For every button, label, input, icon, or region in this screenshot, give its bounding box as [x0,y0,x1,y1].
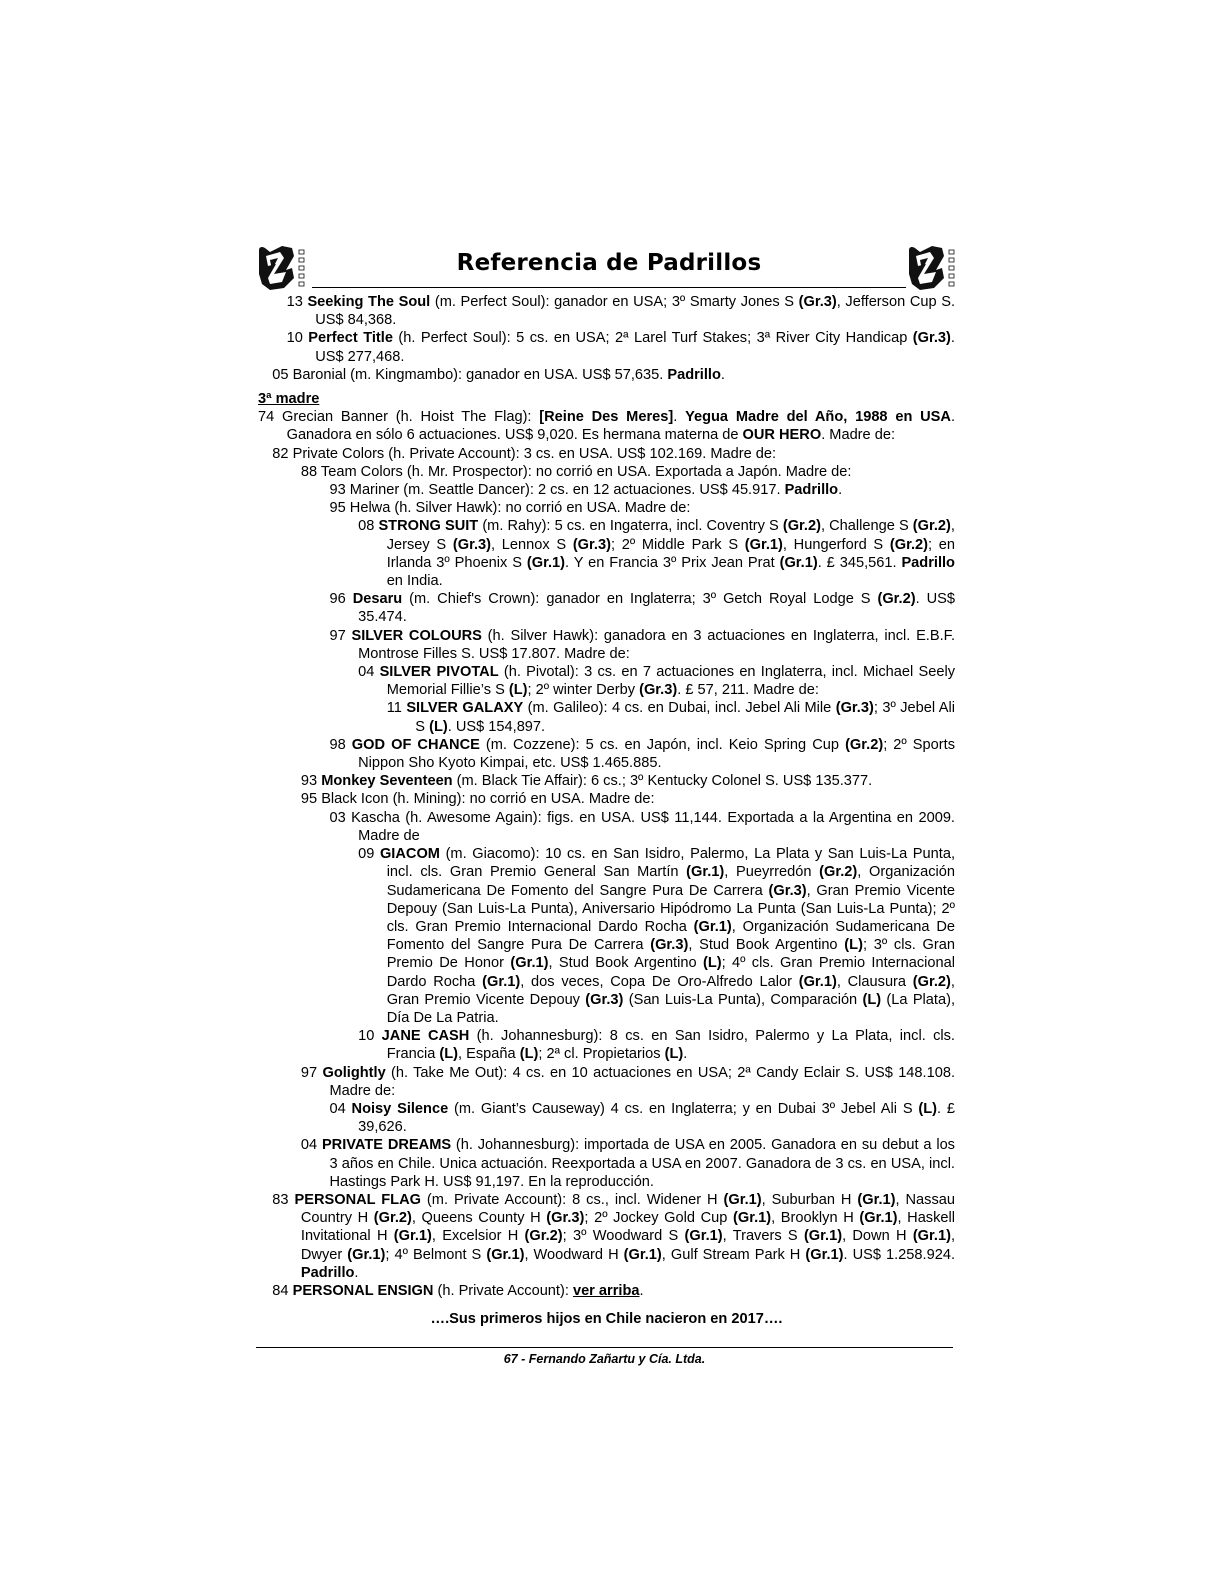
bold-text: (Gr.1) [347,1246,386,1263]
entry-text: ; 2º winter Derby [527,682,640,699]
pedigree-entry [258,627,955,663]
entry-text: (h. Silver Hawk): ganadora en 3 actuaciones en Inglaterra, incl. E.B.F. Montrose Filles S. US$ 17.807. Madre de: [358,627,956,662]
bold-text: Perfect Title [308,330,393,347]
entry-text: , Queens County H [411,1210,547,1227]
pedigree-entry [258,517,955,590]
entry-text: . [354,1264,359,1281]
bold-text: (Gr.1) [805,1246,844,1263]
bold-text: (Gr.3) [572,536,611,553]
entry-text: 93 [300,773,322,790]
bold-text: (L) [702,955,722,972]
pedigree-entry [258,590,955,626]
entry-text: , Nassau Country H [300,1191,955,1227]
continued-entries [258,293,955,384]
entry-text: . [673,409,686,426]
bold-text: STRONG SUIT [378,518,479,535]
pedigree-entry [258,772,955,790]
entry-text: 82 Private Colors (h. Private Account): 3 cs. en USA. US$ 102.169. Madre de: [272,445,777,462]
entry-text: 96 [329,591,353,608]
entry-text: (h. Take Me Out): 4 cs. en 10 actuaciones en USA; 2ª Candy Eclair S. US$ 148.108. Madre de: [329,1064,955,1099]
entry-text: 04 [329,1100,352,1117]
entry-text: , Brooklyn H [771,1210,860,1227]
stud-logo-icon [906,244,964,292]
bold-text: Desaru [352,591,403,608]
pedigree-entry [258,809,955,845]
bold-text: (Gr.1) [686,864,725,881]
entry-text: , Suburban H [761,1191,858,1208]
bold-text: SILVER GALAXY [406,700,524,717]
bold-text: (Gr.1) [510,955,549,972]
bold-text: (Gr.1) [623,1246,662,1263]
entry-text: (h. Private Account): [433,1282,573,1299]
entry-text: 98 [329,736,352,753]
bold-text: Golightly [322,1064,386,1081]
entry-text: . £ 39,626. [358,1100,955,1136]
bold-text: (Gr.1) [859,1210,898,1227]
bold-text: PERSONAL ENSIGN [292,1282,434,1299]
entry-text: (m. Chief's Crown): ganador en Inglaterra; 3º Getch Royal Lodge S [402,591,878,608]
entry-text: 97 [329,627,352,644]
entry-text: ; 2º Sports Nippon Sho Kyoto Kimpai, etc. US$ 1.465.885. [358,736,955,772]
bold-text: (Gr.3) [639,682,678,699]
bold-text: (Gr.1) [693,918,732,935]
bold-text: (Gr.2) [889,536,928,553]
entry-text: , Stud Book Argentino [548,955,703,972]
bold-text: (Gr.1) [779,554,818,571]
pedigree-entry [258,1100,955,1136]
entry-text: . Ganadora en sólo 6 actuaciones. US$ 9,020. Es hermana materna de [286,409,956,444]
entry-text: 10 [358,1028,382,1045]
header-rule [312,287,906,288]
bold-text: (Gr.1) [482,973,521,990]
entry-text: (m. Giacomo): 10 cs. en San Isidro, Palermo, La Plata y San Luis-La Punta, incl. cls. Gran Premio General San Martín [386,846,955,881]
bold-text: (Gr.3) [768,882,807,899]
pedigree-entry [258,293,955,329]
bold-text: (L) [918,1100,938,1117]
entry-text: , dos veces, Copa De Oro-Alfredo Lalor [520,973,799,990]
pedigree-entry [258,1136,955,1191]
bold-text: (L) [519,1046,539,1063]
bold-text: (Gr.3) [798,294,837,310]
entry-text: (h. Perfect Soul): 5 cs. en USA; 2ª Larel Turf Stakes; 3ª River City Handicap [392,330,913,347]
bold-text: (Gr.2) [782,518,821,535]
entry-text: 05 Baronial (m. Kingmambo): ganador en USA. US$ 57,635. [272,366,668,383]
entry-text: (m. Private Account): 8 cs., incl. Widener H [420,1191,724,1208]
pedigree-entry [258,790,955,808]
teaser-note: ….Sus primeros hijos en Chile nacieron en 2017…. [430,1311,783,1328]
entry-text: (m. Black Tie Affair): 6 cs.; 3º Kentucky Colonel S. US$ 135.377. [452,773,873,790]
entry-text: ; 4º cls. Gran Premio Internacional Dardo Rocha [386,955,955,990]
entry-text: . US$ 1.258.924. [843,1246,955,1263]
entry-text: 95 Black Icon (h. Mining): no corrió en USA. Madre de: [300,791,655,808]
bold-text: (Gr.2) [373,1210,412,1227]
bold-text: (Gr.1) [912,1228,951,1245]
footer-rule [256,1347,953,1348]
entry-text: , Gran Premio Vicente Depouy (San Luis-La Punta), Aniversario Hipódromo La Punta (San Luis-La Punta); 2º cls. Gran Premio Internacional Dardo Rocha [386,882,955,935]
entry-text: 97 [300,1064,323,1081]
entry-text: . US$ 277,468. [315,330,955,365]
bold-text: (L) [664,1046,684,1063]
entry-text: ; 2ª cl. Propietarios [538,1046,665,1063]
pedigree-entry [258,699,955,735]
bold-text: JANE CASH [381,1028,470,1045]
entry-text: 03 Kascha (h. Awesome Again): figs. en USA. US$ 11,144. Exportada a la Argentina en 2009. Madre de [329,809,955,844]
entry-text: 93 Mariner (m. Seattle Dancer): 2 cs. en 12 actuaciones. US$ 45.917. [329,482,785,499]
entry-text: , España [458,1046,520,1063]
entry-text: (m. Rahy): 5 cs. en Ingaterra, incl. Coventry S [478,518,783,535]
bold-text: (Gr.3) [835,700,874,717]
entry-text: . [683,1046,688,1063]
bold-text: (Gr.1) [803,1228,843,1245]
bold-text: (Gr.3) [546,1210,585,1227]
entry-text: , Gran Premio Vicente Depouy [386,973,955,1008]
bold-text: Seeking The Soul [307,294,431,310]
bold-text: (Gr.2) [845,736,884,753]
bold-text: (Gr.1) [857,1191,896,1208]
pedigree-entry [258,408,955,444]
bold-text: Padrillo [784,482,839,499]
entry-text: ; en Irlanda 3º Phoenix S [386,536,956,571]
bold-text: (Gr.1) [733,1210,772,1227]
entry-text: , Down H [842,1228,913,1245]
entry-text: 04 [300,1137,322,1154]
pedigree-entry [258,736,955,772]
bold-text: (Gr.1) [723,1191,762,1208]
pedigree-entry [258,663,955,699]
entry-text: 08 [358,518,379,535]
bold-text: (Gr.1) [684,1228,723,1245]
entry-text: (h. Pivotal): 3 cs. en 7 actuaciones en Inglaterra, incl. Michael Seely Memorial Fillie’s S [386,664,955,699]
third-dam-entries [258,408,955,1300]
entry-text: 13 [286,294,308,310]
entry-text: , Challenge S [820,518,913,535]
entry-text: . £ 57, 211. Madre de: [677,682,819,699]
entry-text: . Madre de: [821,427,896,444]
entry-text: (m. Giant’s Causeway) 4 cs. en Inglaterra; y en Dubai 3º Jebel Ali S [448,1100,919,1117]
entry-text: (m. Galileo): 4 cs. en Dubai, incl. Jebel Ali Mile [523,700,836,717]
bold-text: (L) [508,682,528,699]
page-header [256,240,966,292]
entry-text: ; 3º Woodward S [562,1228,685,1245]
entry-text: , Organización Sudamericana De Fomento del Sangre Pura De Carrera [386,864,955,899]
entry-text: , Pueyrredón [724,864,820,881]
entry-text: , Lennox S [490,536,573,553]
entry-text: . £ 345,561. [817,554,902,571]
entry-text: . [720,366,725,383]
bold-text: PRIVATE DREAMS [321,1137,452,1154]
entry-text: 95 Helwa (h. Silver Hawk): no corrió en USA. Madre de: [329,500,691,517]
entry-text: . US$ 154,897. [447,718,546,735]
entry-text: (h. Johannesburg): 8 cs. en San Isidro, Palermo y La Plata, incl. cls. Francia [386,1028,955,1063]
bold-text: Monkey Seventeen [321,773,453,790]
entry-text: (La Plata), Día De La Patria. [386,991,956,1026]
entry-text: , Jersey S [386,518,955,553]
entry-text: 84 [272,1282,293,1299]
pedigree-entry [258,366,955,384]
entry-text: . [639,1282,644,1299]
bold-text: OUR HERO [742,427,822,444]
entry-text: (m. Cozzene): 5 cs. en Japón, incl. Keio Spring Cup [479,736,846,753]
entry-text: 83 [272,1191,295,1208]
entry-text: . [838,482,843,499]
bold-text: (Gr.1) [798,973,837,990]
pedigree-entry [258,1282,955,1300]
bold-text: (Gr.3) [452,536,491,553]
entry-text: , Hungerford S [782,536,890,553]
bold-text: (L) [439,1046,459,1063]
pedigree-entry [258,1191,955,1282]
entry-text: (m. Perfect Soul): ganador en USA; 3º Smarty Jones S [430,294,799,310]
entry-text: , Travers S [722,1228,804,1245]
bold-text: (L) [844,937,863,954]
entry-text: ; 4º Belmont S [385,1246,487,1263]
entry-text: ; 2º Middle Park S [610,536,745,553]
entry-text: ; 3º cls. Gran Premio De Honor [386,937,955,972]
bold-text: (Gr.3) [912,330,951,347]
pedigree-entry [258,445,955,463]
bold-text: PERSONAL FLAG [294,1191,421,1208]
entry-text: 74 Grecian Banner (h. Hoist The Flag): [258,409,540,426]
entry-text: . Y en Francia 3º Prix Jean Prat [565,554,780,571]
entry-text: , Woodward H [524,1246,624,1263]
entry-text: ; 2º Jockey Gold Cup [584,1210,734,1227]
pedigree-entry [258,1064,955,1100]
entry-text: 11 [386,700,407,717]
bold-text: (Gr.2) [912,518,951,535]
pedigree-content [258,293,955,1328]
pedigree-entry [258,463,955,481]
entry-text: , Haskell Invitational H [300,1210,956,1245]
entry-text: (San Luis-La Punta), Comparación [623,991,863,1008]
bold-text: (L) [429,718,448,735]
bold-text: Padrillo [300,1264,355,1281]
entry-text: , Organización Sudamericana De Fomento del Sangre Pura De Carrera [386,918,956,954]
bold-text: (Gr.2) [819,864,858,881]
entry-text: , Clausura [836,973,913,990]
bold-text: (Gr.1) [744,536,783,553]
bold-text: (Gr.1) [486,1246,525,1263]
third-dam-heading: 3ª madre [258,391,320,408]
entry-text: 09 [358,846,380,863]
bold-text: (Gr.2) [877,591,916,608]
pedigree-entry [258,1027,955,1063]
entry-text: 04 [358,664,380,681]
entry-text: ; 3º Jebel Ali S [415,700,955,735]
bold-text: (Gr.2) [524,1228,563,1245]
bold-text: Padrillo [901,554,955,571]
bold-text: SILVER PIVOTAL [379,664,499,681]
bold-text: GIACOM [379,846,440,863]
bold-text: (Gr.3) [585,991,624,1008]
stud-logo-icon [256,244,314,292]
bold-text: Yegua Madre del Año, 1988 en USA [685,409,951,426]
bold-text: SILVER COLOURS [351,627,482,644]
bold-text: (Gr.2) [912,973,951,990]
pedigree-entry [258,845,955,1027]
bold-text: (Gr.3) [650,937,689,954]
bold-text: Padrillo [667,366,721,383]
pedigree-entry [258,329,955,365]
entry-text: 10 [286,330,309,347]
bold-text: [Reine Des Meres] [539,409,674,426]
entry-text: . US$ 35.474. [358,591,955,626]
pedigree-entry [258,481,955,499]
bold-text: (Gr.1) [526,554,566,571]
page-footer: 67 - Fernando Zañartu y Cía. Ltda. [503,1352,706,1366]
bold-text: Noisy Silence [351,1100,449,1117]
entry-text: , Stud Book Argentino [688,937,845,954]
entry-text: , Excelsior H [431,1228,525,1245]
entry-text: 88 Team Colors (h. Mr. Prospector): no corrió en USA. Exportada a Japón. Madre de: [300,463,852,480]
page-title: Referencia de Padrillos [456,250,762,276]
bold-text: (Gr.1) [393,1228,432,1245]
entry-text: , Dwyer [300,1228,955,1263]
entry-text: , Gulf Stream Park H [661,1246,806,1263]
entry-text: , Jefferson Cup S. US$ 84,368. [315,294,955,329]
bold-text: ver arriba [572,1282,640,1299]
entry-text: (h. Johannesburg): importada de USA en 2005. Ganadora en su debut a los 3 años en Chile. Unica actuación. Reexportada a USA en 2007. Ganadora de 3 cs. en USA, incl. Hastings Park H. US$ 91,197. En la reproducción. [329,1137,955,1190]
pedigree-entry [258,499,955,517]
entry-text: en India. [386,573,443,590]
bold-text: (L) [862,991,882,1008]
bold-text: GOD OF CHANCE [351,736,480,753]
